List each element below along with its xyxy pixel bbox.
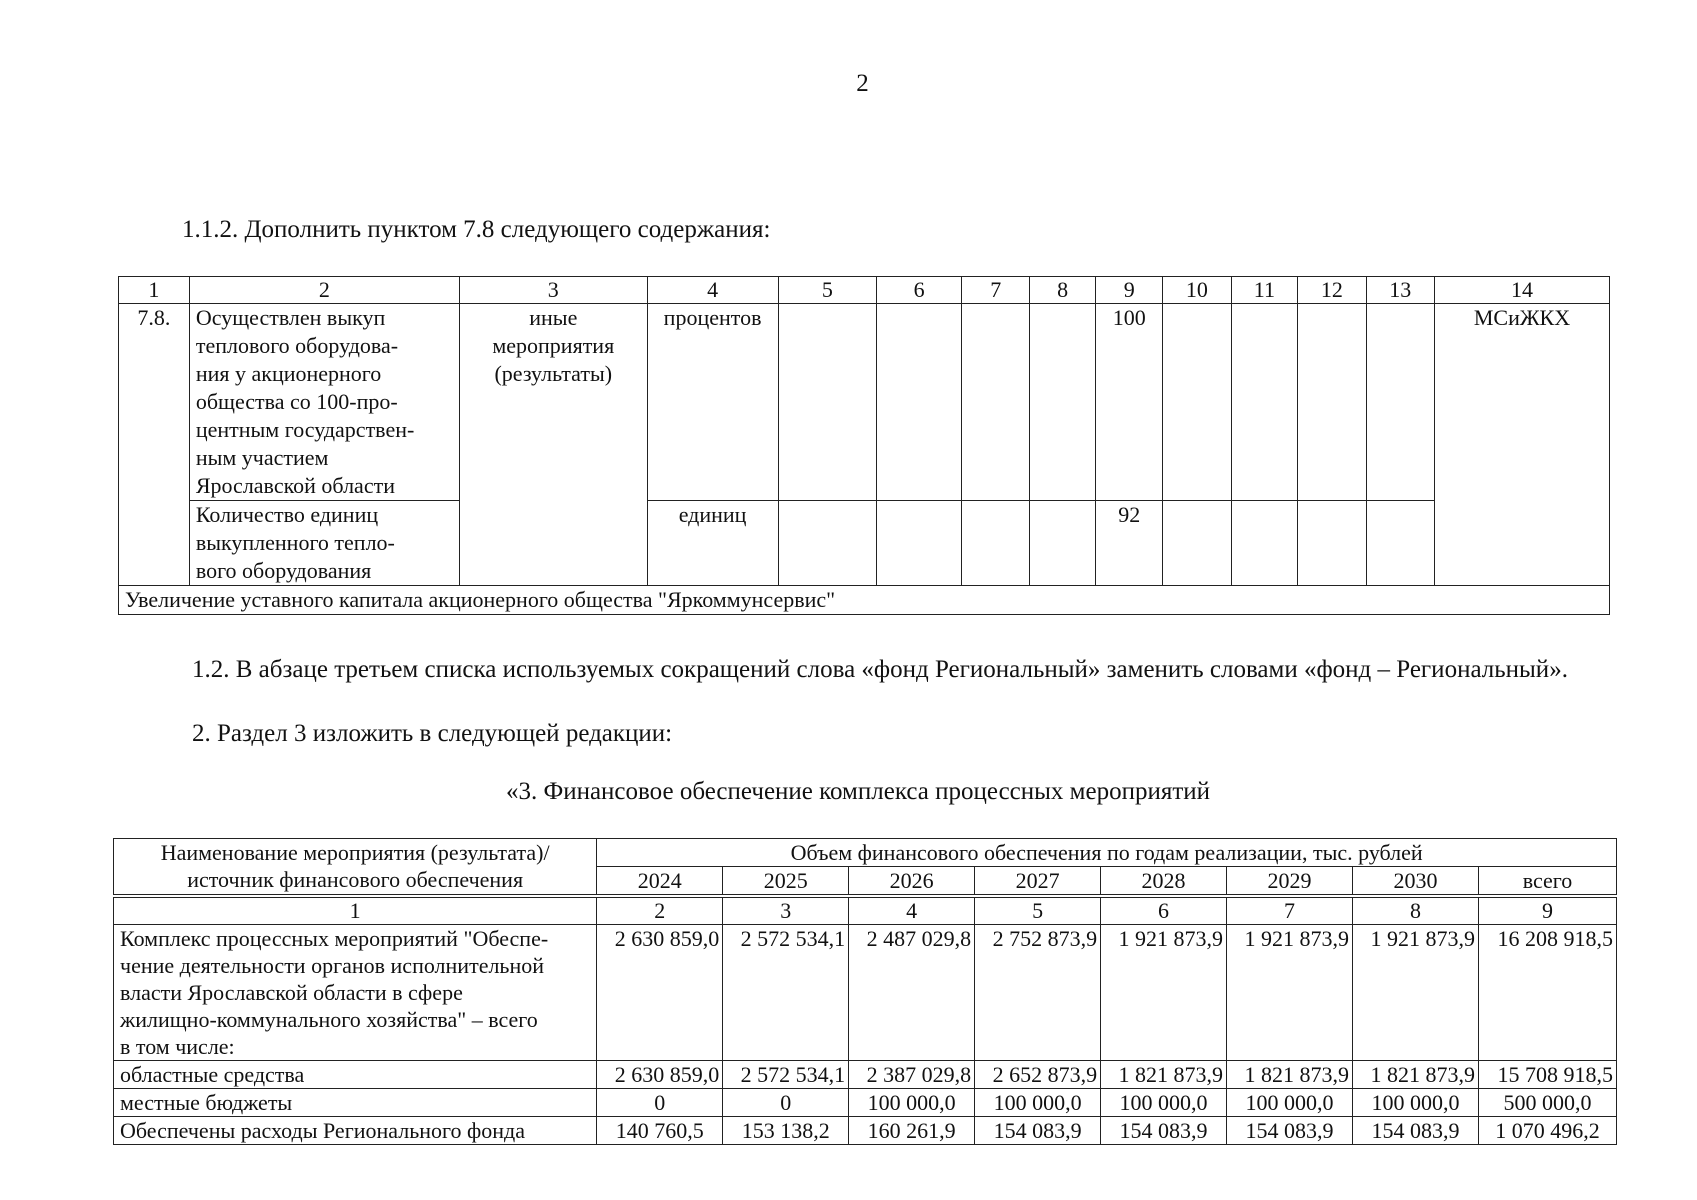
- value-cell: 2 572 534,1: [723, 1061, 849, 1089]
- year-header: 2030: [1352, 867, 1478, 895]
- column-index: 5: [778, 277, 877, 304]
- indicators-table: [118, 276, 1610, 615]
- value-cell: 2 487 029,8: [849, 925, 975, 1061]
- empty-cell: [778, 304, 877, 501]
- index-row: [114, 898, 1617, 925]
- column-index: 6: [1101, 898, 1227, 925]
- value-cell: 2 630 859,0: [597, 1061, 723, 1089]
- year-header: 2029: [1227, 867, 1353, 895]
- empty-cell: [1231, 501, 1297, 586]
- value-cell: 0: [597, 1089, 723, 1117]
- empty-cell: [1231, 304, 1297, 501]
- text-line: выкупленного тепло-: [195, 530, 395, 555]
- name-column-header: [114, 839, 597, 895]
- table-row-regional-fund-expenses: [114, 1117, 1617, 1145]
- column-index: 12: [1298, 277, 1366, 304]
- text-line: Наименование мероприятия (результата)/: [160, 840, 550, 865]
- column-index: 7: [1227, 898, 1353, 925]
- table-row-complex-total: [114, 925, 1617, 1061]
- column-index: 11: [1231, 277, 1297, 304]
- text-line: Осуществлен выкуп: [195, 305, 386, 330]
- text-line: центным государствен-: [195, 417, 415, 442]
- year-header: 2026: [849, 867, 975, 895]
- empty-cell: [877, 501, 962, 586]
- empty-cell: [1366, 501, 1434, 586]
- value-cell: 1 921 873,9: [1227, 925, 1353, 1061]
- value-cell: 100 000,0: [849, 1089, 975, 1117]
- row-name: [114, 925, 597, 1061]
- value-cell: 154 083,9: [1352, 1117, 1478, 1145]
- value-cell: 2 652 873,9: [975, 1061, 1101, 1089]
- responsible-cell: МСиЖКХ: [1434, 304, 1609, 586]
- page-number: 2: [856, 70, 869, 97]
- empty-cell: [962, 501, 1030, 586]
- year-header: 2027: [975, 867, 1101, 895]
- text-line: иные: [529, 305, 578, 330]
- text-line: вого оборудования: [195, 558, 372, 583]
- value-cell: 92: [1096, 501, 1163, 586]
- year-header: 2028: [1101, 867, 1227, 895]
- empty-cell: [778, 501, 877, 586]
- column-index: 9: [1096, 277, 1163, 304]
- column-index: 4: [647, 277, 778, 304]
- empty-cell: [1030, 304, 1096, 501]
- column-index: 8: [1352, 898, 1478, 925]
- indicator-name: [189, 304, 459, 501]
- value-cell: 100 000,0: [1227, 1089, 1353, 1117]
- value-cell: 153 138,2: [723, 1117, 849, 1145]
- paragraph-1-1-2: 1.1.2. Дополнить пунктом 7.8 следующего содержания:: [182, 216, 771, 243]
- column-index: 3: [723, 898, 849, 925]
- text-line: чение деятельности органов исполнительной: [120, 953, 545, 978]
- indicators-header-row: [119, 277, 1610, 304]
- total-cell: 1 070 496,2: [1478, 1117, 1616, 1145]
- section-title: «3. Финансовое обеспечение комплекса процессных мероприятий: [505, 778, 1211, 805]
- value-cell: 100 000,0: [975, 1089, 1101, 1117]
- total-cell: 15 708 918,5: [1478, 1061, 1616, 1089]
- value-cell: 1 821 873,9: [1352, 1061, 1478, 1089]
- text-line: в том числе:: [120, 1034, 235, 1059]
- text-line: ным участием: [195, 445, 329, 470]
- column-index: 9: [1478, 898, 1616, 925]
- text-line: мероприятия: [492, 333, 615, 358]
- table-row-regional-funds: [114, 1061, 1617, 1089]
- item-number: 7.8.: [119, 304, 190, 586]
- financing-header-row: [114, 839, 1617, 867]
- empty-cell: [877, 304, 962, 501]
- empty-cell: [962, 304, 1030, 501]
- value-cell: 100 000,0: [1101, 1089, 1227, 1117]
- total-cell: 16 208 918,5: [1478, 925, 1616, 1061]
- value-cell: 2 630 859,0: [597, 925, 723, 1061]
- column-index: 13: [1366, 277, 1434, 304]
- empty-cell: [1030, 501, 1096, 586]
- value-cell: 100: [1096, 304, 1163, 501]
- indicator-name: [189, 501, 459, 586]
- value-cell: 1 821 873,9: [1101, 1061, 1227, 1089]
- empty-cell: [1298, 501, 1366, 586]
- value-cell: 2 572 534,1: [723, 925, 849, 1061]
- text-line: жилищно-коммунального хозяйства" – всего: [120, 1007, 538, 1032]
- column-index: 8: [1030, 277, 1096, 304]
- value-cell: 2 752 873,9: [975, 925, 1101, 1061]
- unit-cell: процентов: [647, 304, 778, 501]
- column-index: 10: [1163, 277, 1231, 304]
- value-cell: 140 760,5: [597, 1117, 723, 1145]
- row-name: областные средства: [114, 1061, 597, 1089]
- text-line: общества со 100-про-: [195, 389, 398, 414]
- empty-cell: [1298, 304, 1366, 501]
- text-line: Количество единиц: [195, 502, 379, 527]
- text-line: (результаты): [494, 361, 613, 386]
- value-cell: 1 821 873,9: [1227, 1061, 1353, 1089]
- footer-text: Увеличение уставного капитала акционерного общества "Яркоммунсервис": [119, 586, 1610, 615]
- unit-cell: единиц: [647, 501, 778, 586]
- text-line: власти Ярославской области в сфере: [120, 980, 463, 1005]
- column-index: 6: [877, 277, 962, 304]
- row-name: Обеспечены расходы Регионального фонда: [114, 1117, 597, 1145]
- empty-cell: [1366, 304, 1434, 501]
- financing-table: [113, 838, 1617, 1145]
- column-index: 5: [975, 898, 1101, 925]
- empty-cell: [1163, 304, 1231, 501]
- value-cell: 154 083,9: [1227, 1117, 1353, 1145]
- text-line: Комплекс процессных мероприятий "Обеспе-: [120, 926, 549, 951]
- paragraph-2: 2. Раздел 3 изложить в следующей редакции:: [192, 720, 673, 747]
- indicator-type: [460, 304, 648, 586]
- value-cell: 2 387 029,8: [849, 1061, 975, 1089]
- empty-cell: [1163, 501, 1231, 586]
- indicators-footer-row: [119, 586, 1610, 615]
- year-header: 2025: [723, 867, 849, 895]
- column-index: 2: [189, 277, 459, 304]
- year-header: 2024: [597, 867, 723, 895]
- column-index: 1: [119, 277, 190, 304]
- column-index: 3: [460, 277, 648, 304]
- value-cell: 160 261,9: [849, 1117, 975, 1145]
- value-cell: 154 083,9: [975, 1117, 1101, 1145]
- column-index: 4: [849, 898, 975, 925]
- table-row-local-budgets: [114, 1089, 1617, 1117]
- column-index: 7: [962, 277, 1030, 304]
- column-index: 1: [114, 898, 597, 925]
- column-index: 2: [597, 898, 723, 925]
- value-cell: 100 000,0: [1352, 1089, 1478, 1117]
- value-cell: 1 921 873,9: [1352, 925, 1478, 1061]
- total-cell: 500 000,0: [1478, 1089, 1616, 1117]
- indicator-row-7-8: [119, 304, 1610, 501]
- value-cell: 1 921 873,9: [1101, 925, 1227, 1061]
- text-line: ния у акционерного: [195, 361, 382, 386]
- value-cell: 0: [723, 1089, 849, 1117]
- paragraph-1-2: 1.2. В абзаце третьем списка используемых сокращений слова «фонд Региональный» заменить словами «фонд – Региональный».: [192, 656, 1568, 683]
- indicator-row-count: [119, 501, 1610, 586]
- total-header: всего: [1478, 867, 1616, 895]
- value-cell: 154 083,9: [1101, 1117, 1227, 1145]
- text-line: источник финансового обеспечения: [187, 867, 524, 892]
- group-header: Объем финансового обеспечения по годам реализации, тыс. рублей: [597, 839, 1617, 867]
- row-name: местные бюджеты: [114, 1089, 597, 1117]
- column-index: 14: [1434, 277, 1609, 304]
- text-line: Ярославской области: [195, 473, 395, 498]
- text-line: теплового оборудова-: [195, 333, 399, 358]
